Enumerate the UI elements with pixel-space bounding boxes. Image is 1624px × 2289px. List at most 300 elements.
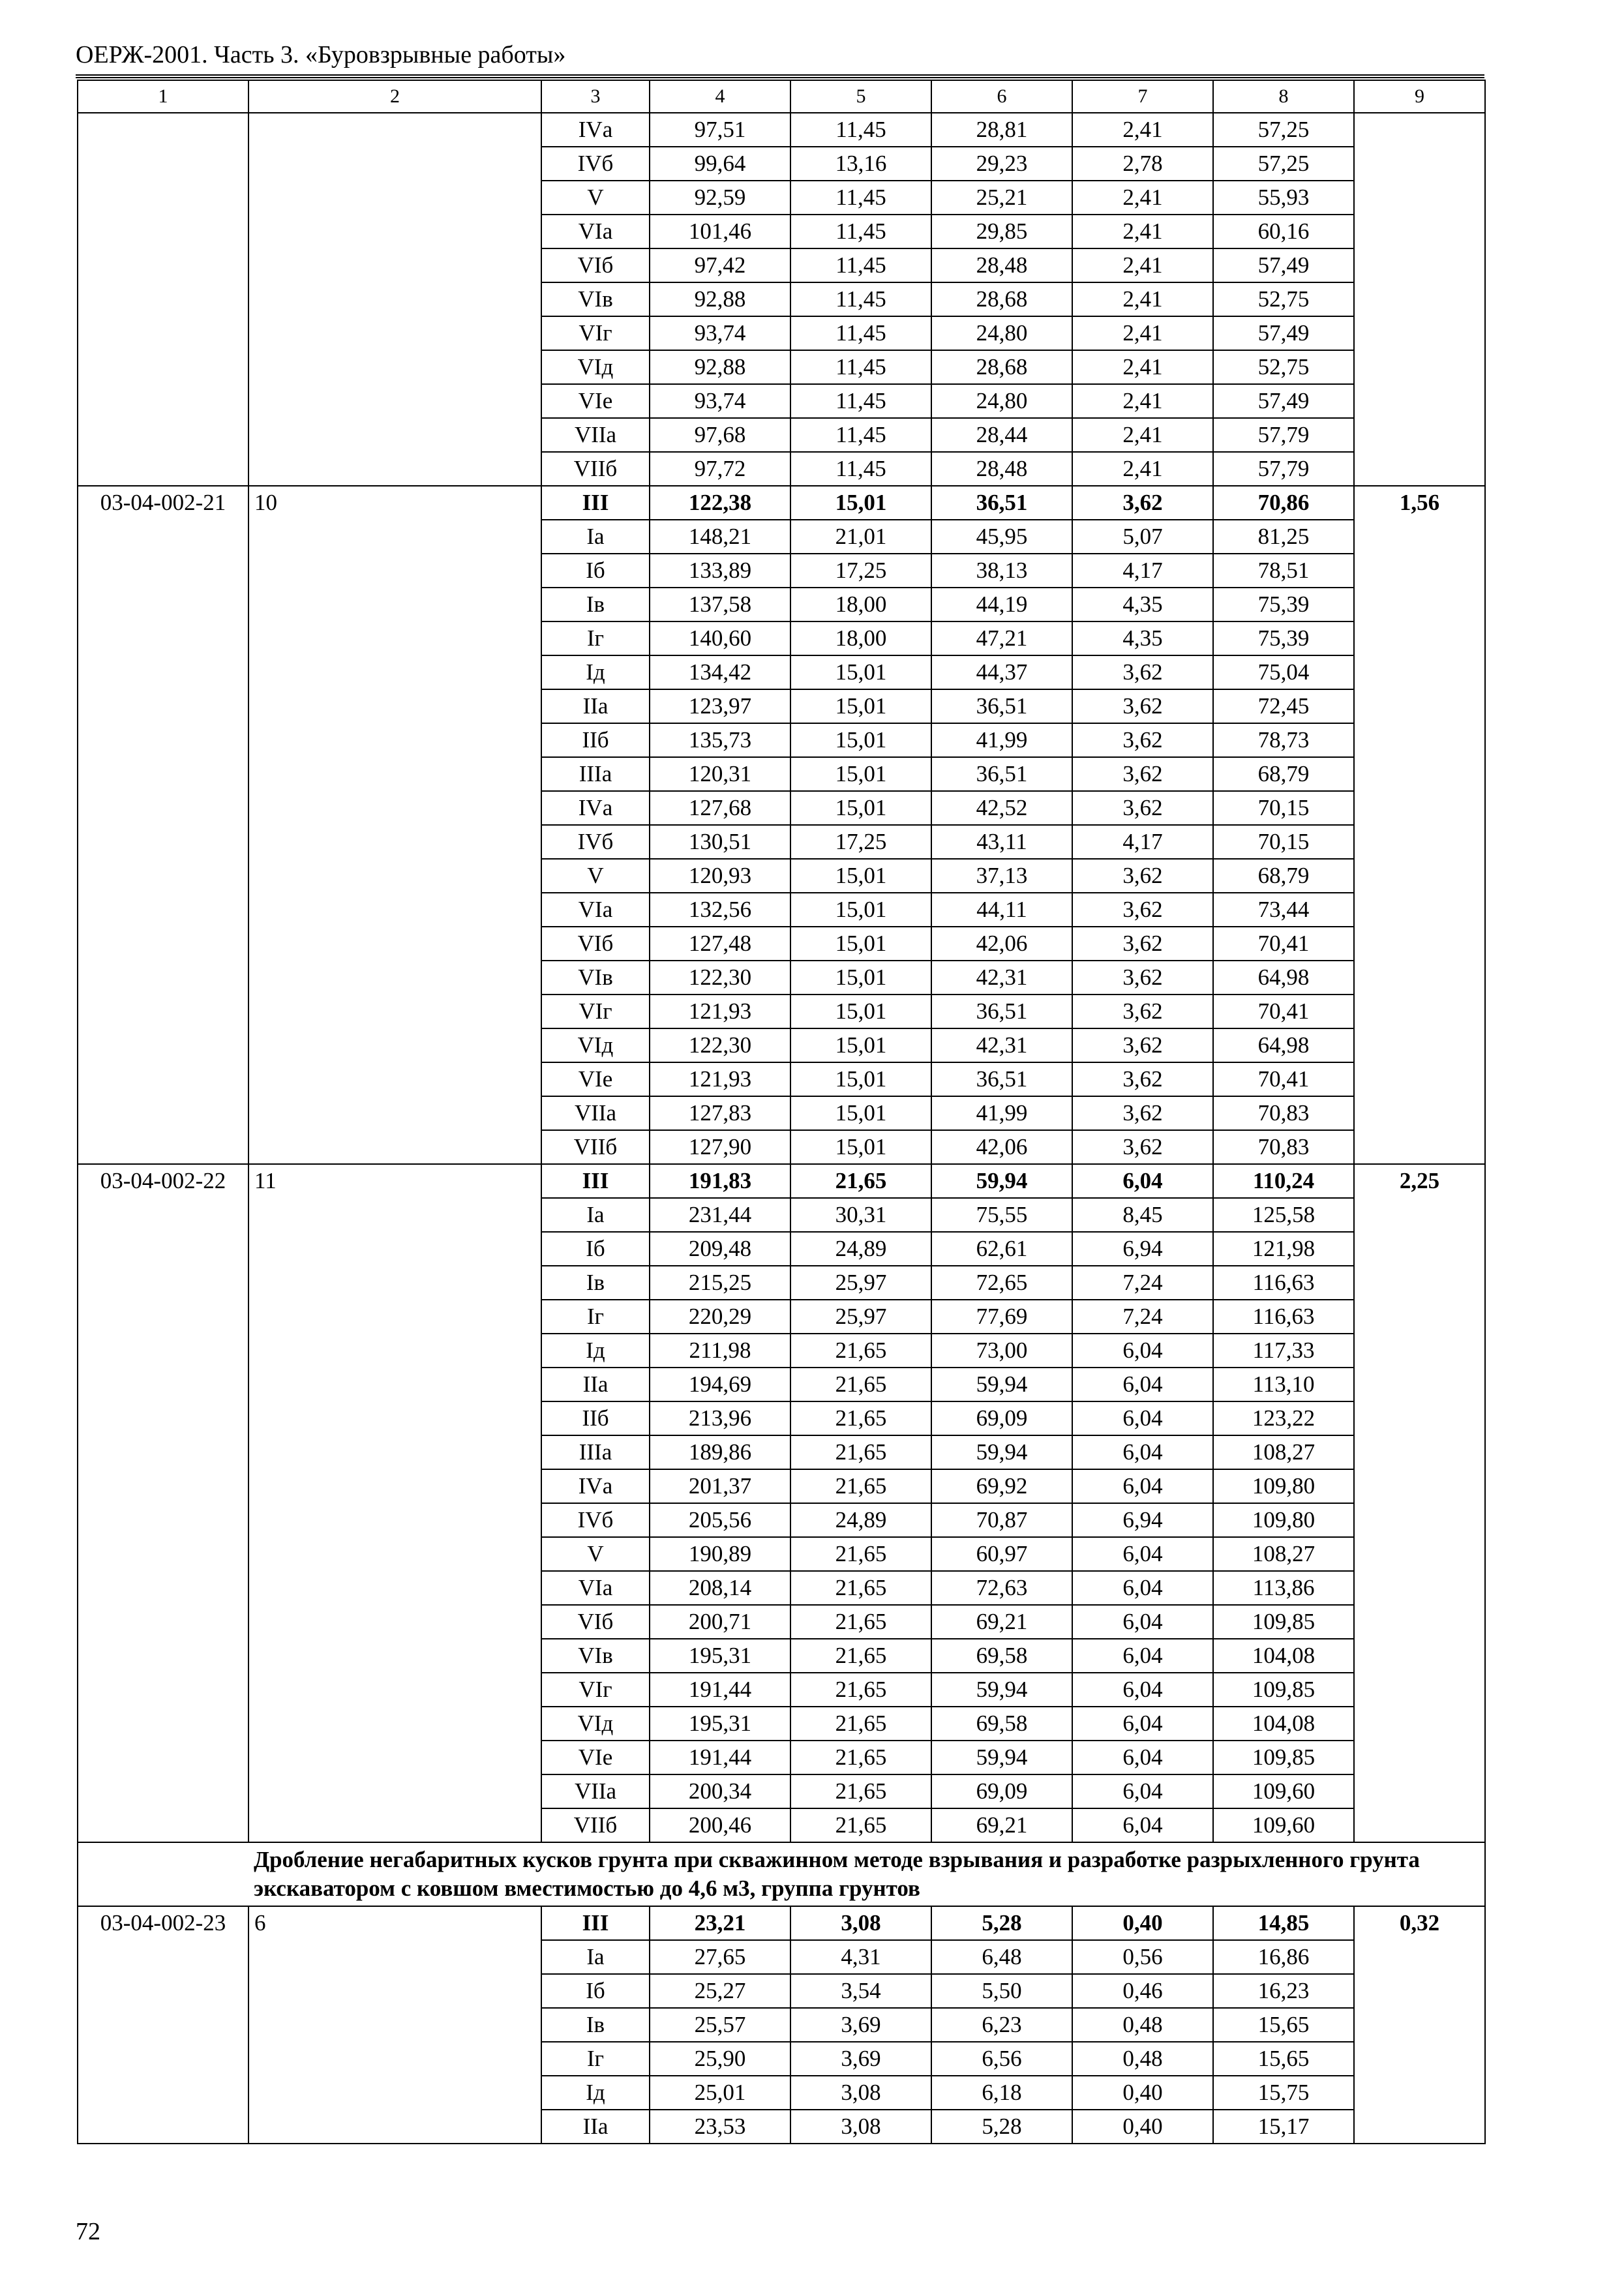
- value-col-5: 15,01: [790, 995, 931, 1028]
- value-col-7: 3,62: [1072, 655, 1213, 689]
- soil-group: Iб: [541, 554, 650, 588]
- value-col-6: 36,51: [931, 995, 1072, 1028]
- value-col-7: 2,41: [1072, 181, 1213, 215]
- value-col-5: 21,65: [790, 1808, 931, 1842]
- value-col-5: 15,01: [790, 927, 931, 961]
- value-col-8: 123,22: [1213, 1401, 1354, 1435]
- value-col-7: 6,04: [1072, 1673, 1213, 1707]
- value-col-7: 7,24: [1072, 1300, 1213, 1334]
- soil-group: VIе: [541, 1741, 650, 1774]
- value-col-4: 140,60: [650, 621, 790, 655]
- value-col-6: 59,94: [931, 1741, 1072, 1774]
- value-col-8: 121,98: [1213, 1232, 1354, 1266]
- value-col-4: 135,73: [650, 723, 790, 757]
- value-col-5: 21,65: [790, 1537, 931, 1571]
- soil-group: VIIб: [541, 1808, 650, 1842]
- value-col-7: 3,62: [1072, 893, 1213, 927]
- value-col-8: 113,10: [1213, 1368, 1354, 1401]
- value-col-4: 191,44: [650, 1673, 790, 1707]
- value-col-7: 2,41: [1072, 113, 1213, 147]
- soil-group: Iа: [541, 520, 650, 554]
- table-row: [78, 486, 1485, 520]
- value-col-7: 0,48: [1072, 2042, 1213, 2076]
- value-col-6: 73,00: [931, 1334, 1072, 1368]
- column-number: 3: [541, 80, 650, 113]
- value-col-4: 133,89: [650, 554, 790, 588]
- soil-group: IIа: [541, 2110, 650, 2144]
- value-col-8: 14,85: [1213, 1906, 1354, 1940]
- value-col-8: 57,49: [1213, 248, 1354, 282]
- value-col-4: 148,21: [650, 520, 790, 554]
- value-col-5: 21,65: [790, 1334, 931, 1368]
- value-col-8: 60,16: [1213, 215, 1354, 248]
- value-col-5: 15,01: [790, 757, 931, 791]
- value-col-6: 42,06: [931, 927, 1072, 961]
- soil-group: VIд: [541, 350, 650, 384]
- value-col-7: 3,62: [1072, 791, 1213, 825]
- value-col-8: 81,25: [1213, 520, 1354, 554]
- value-col-8: 70,83: [1213, 1096, 1354, 1130]
- value-col-4: 122,38: [650, 486, 790, 520]
- value-col-4: 190,89: [650, 1537, 790, 1571]
- soil-group: Iд: [541, 2076, 650, 2110]
- value-col-7: 2,41: [1072, 316, 1213, 350]
- value-col-5: 15,01: [790, 723, 931, 757]
- soil-group: Iа: [541, 1940, 650, 1974]
- soil-group: Iг: [541, 1300, 650, 1334]
- soil-group: VIб: [541, 927, 650, 961]
- value-col-8: 109,85: [1213, 1605, 1354, 1639]
- value-col-5: 3,08: [790, 2110, 931, 2144]
- value-col-8: 75,39: [1213, 588, 1354, 621]
- column-number: 6: [931, 80, 1072, 113]
- soil-group: V: [541, 859, 650, 893]
- value-col-5: 15,01: [790, 1130, 931, 1164]
- value-col-5: 11,45: [790, 181, 931, 215]
- value-col-5: 17,25: [790, 825, 931, 859]
- value-col-6: 24,80: [931, 316, 1072, 350]
- column-number: 9: [1354, 80, 1485, 113]
- value-col-5: 15,01: [790, 893, 931, 927]
- value-col-4: 127,68: [650, 791, 790, 825]
- value-col-8: 70,15: [1213, 791, 1354, 825]
- value-col-6: 28,48: [931, 248, 1072, 282]
- value-col-5: 21,65: [790, 1435, 931, 1469]
- value-col-4: 121,93: [650, 995, 790, 1028]
- value-col-8: 109,60: [1213, 1774, 1354, 1808]
- value-col-6: 42,31: [931, 961, 1072, 995]
- value-col-4: 205,56: [650, 1503, 790, 1537]
- value-col-5: 15,01: [790, 486, 931, 520]
- value-col-8: 116,63: [1213, 1300, 1354, 1334]
- soil-group: VIIа: [541, 418, 650, 452]
- coefficient: [1354, 113, 1485, 486]
- value-col-6: 42,06: [931, 1130, 1072, 1164]
- table-row: [78, 113, 1485, 147]
- value-col-5: 15,01: [790, 1028, 931, 1062]
- rate-code: [78, 113, 248, 486]
- value-col-4: 208,14: [650, 1571, 790, 1605]
- value-col-4: 137,58: [650, 588, 790, 621]
- value-col-7: 3,62: [1072, 1062, 1213, 1096]
- soil-group: VIг: [541, 995, 650, 1028]
- soil-group: IIIа: [541, 757, 650, 791]
- value-col-6: 29,23: [931, 147, 1072, 181]
- value-col-4: 25,27: [650, 1974, 790, 2008]
- value-col-5: 11,45: [790, 350, 931, 384]
- value-col-6: 41,99: [931, 723, 1072, 757]
- value-col-4: 127,90: [650, 1130, 790, 1164]
- value-col-7: 8,45: [1072, 1198, 1213, 1232]
- value-col-8: 70,41: [1213, 1062, 1354, 1096]
- value-col-7: 6,04: [1072, 1571, 1213, 1605]
- value-col-5: 24,89: [790, 1503, 931, 1537]
- value-col-4: 209,48: [650, 1232, 790, 1266]
- value-col-7: 3,62: [1072, 859, 1213, 893]
- rates-table: [77, 80, 1486, 2144]
- value-col-5: 11,45: [790, 418, 931, 452]
- value-col-7: 3,62: [1072, 1028, 1213, 1062]
- rate-code: 03-04-002-22: [78, 1164, 248, 1842]
- value-col-4: 211,98: [650, 1334, 790, 1368]
- value-col-7: 2,41: [1072, 350, 1213, 384]
- value-col-7: 6,04: [1072, 1808, 1213, 1842]
- value-col-5: 15,01: [790, 689, 931, 723]
- value-col-7: 2,41: [1072, 418, 1213, 452]
- value-col-6: 77,69: [931, 1300, 1072, 1334]
- value-col-5: 11,45: [790, 316, 931, 350]
- value-col-6: 59,94: [931, 1435, 1072, 1469]
- value-col-7: 3,62: [1072, 757, 1213, 791]
- value-col-4: 189,86: [650, 1435, 790, 1469]
- value-col-8: 117,33: [1213, 1334, 1354, 1368]
- value-col-5: 18,00: [790, 621, 931, 655]
- soil-group: VIа: [541, 215, 650, 248]
- value-col-4: 123,97: [650, 689, 790, 723]
- soil-group: VIг: [541, 1673, 650, 1707]
- value-col-8: 68,79: [1213, 757, 1354, 791]
- value-col-5: 21,65: [790, 1605, 931, 1639]
- value-col-6: 36,51: [931, 1062, 1072, 1096]
- value-col-6: 44,19: [931, 588, 1072, 621]
- value-col-6: 25,21: [931, 181, 1072, 215]
- column-number: 7: [1072, 80, 1213, 113]
- value-col-5: 18,00: [790, 588, 931, 621]
- value-col-4: 122,30: [650, 961, 790, 995]
- value-col-7: 6,04: [1072, 1537, 1213, 1571]
- value-col-8: 57,25: [1213, 113, 1354, 147]
- soil-group: Iв: [541, 2008, 650, 2042]
- rate-code: 03-04-002-21: [78, 486, 248, 1164]
- soil-group: VIIа: [541, 1774, 650, 1808]
- value-col-6: 28,44: [931, 418, 1072, 452]
- value-col-6: 6,18: [931, 2076, 1072, 2110]
- value-col-8: 109,85: [1213, 1741, 1354, 1774]
- value-col-7: 6,04: [1072, 1639, 1213, 1673]
- soil-group: IIб: [541, 723, 650, 757]
- value-col-8: 109,85: [1213, 1673, 1354, 1707]
- value-col-6: 69,58: [931, 1639, 1072, 1673]
- value-col-7: 6,04: [1072, 1707, 1213, 1741]
- value-col-7: 3,62: [1072, 1130, 1213, 1164]
- soil-group: Iг: [541, 2042, 650, 2076]
- value-col-8: 16,86: [1213, 1940, 1354, 1974]
- soil-group: VIе: [541, 1062, 650, 1096]
- value-col-8: 52,75: [1213, 282, 1354, 316]
- value-col-8: 109,80: [1213, 1503, 1354, 1537]
- value-col-8: 113,86: [1213, 1571, 1354, 1605]
- soil-group: IIIа: [541, 1435, 650, 1469]
- value-col-8: 116,63: [1213, 1266, 1354, 1300]
- value-col-8: 104,08: [1213, 1639, 1354, 1673]
- value-col-8: 64,98: [1213, 961, 1354, 995]
- value-col-6: 28,81: [931, 113, 1072, 147]
- value-col-6: 37,13: [931, 859, 1072, 893]
- value-col-7: 5,07: [1072, 520, 1213, 554]
- section-title: Дробление негабаритных кусков грунта при скважинном методе взрывания и разработке разрыхленного грунта экскаватором с ковшом вместимостью до 4,6 м3, группа грунтов: [248, 1842, 1485, 1906]
- soil-group: VIв: [541, 282, 650, 316]
- coefficient: 1,56: [1354, 486, 1485, 1164]
- value-col-4: 191,44: [650, 1741, 790, 1774]
- value-col-6: 69,92: [931, 1469, 1072, 1503]
- value-col-6: 44,11: [931, 893, 1072, 927]
- value-col-7: 6,94: [1072, 1503, 1213, 1537]
- soil-group: Iд: [541, 655, 650, 689]
- value-col-6: 5,50: [931, 1974, 1072, 2008]
- soil-group: VIа: [541, 1571, 650, 1605]
- value-col-7: 3,62: [1072, 995, 1213, 1028]
- soil-group: Iб: [541, 1974, 650, 2008]
- value-col-6: 6,23: [931, 2008, 1072, 2042]
- soil-group: VIг: [541, 316, 650, 350]
- value-col-5: 11,45: [790, 215, 931, 248]
- page-header-title: ОЕРЖ-2001. Часть 3. «Буровзрывные работы»: [76, 38, 1484, 78]
- value-col-6: 42,52: [931, 791, 1072, 825]
- value-col-6: 60,97: [931, 1537, 1072, 1571]
- value-col-4: 92,59: [650, 181, 790, 215]
- value-col-4: 92,88: [650, 350, 790, 384]
- soil-group: VIIб: [541, 452, 650, 486]
- soil-group: IVа: [541, 791, 650, 825]
- value-col-7: 6,04: [1072, 1368, 1213, 1401]
- value-col-7: 0,56: [1072, 1940, 1213, 1974]
- soil-group: VIд: [541, 1028, 650, 1062]
- value-col-4: 97,68: [650, 418, 790, 452]
- value-col-8: 110,24: [1213, 1164, 1354, 1198]
- rate-number: 11: [248, 1164, 541, 1842]
- value-col-4: 191,83: [650, 1164, 790, 1198]
- value-col-4: 201,37: [650, 1469, 790, 1503]
- value-col-6: 45,95: [931, 520, 1072, 554]
- value-col-6: 69,09: [931, 1401, 1072, 1435]
- value-col-8: 104,08: [1213, 1707, 1354, 1741]
- value-col-6: 38,13: [931, 554, 1072, 588]
- value-col-8: 70,41: [1213, 995, 1354, 1028]
- value-col-8: 15,65: [1213, 2042, 1354, 2076]
- value-col-6: 5,28: [931, 2110, 1072, 2144]
- value-col-7: 4,35: [1072, 621, 1213, 655]
- soil-group: III: [541, 1906, 650, 1940]
- rate-code: 03-04-002-23: [78, 1906, 248, 2144]
- value-col-7: 0,40: [1072, 2076, 1213, 2110]
- value-col-7: 6,04: [1072, 1605, 1213, 1639]
- value-col-6: 28,48: [931, 452, 1072, 486]
- value-col-4: 134,42: [650, 655, 790, 689]
- value-col-6: 36,51: [931, 486, 1072, 520]
- value-col-6: 72,63: [931, 1571, 1072, 1605]
- value-col-7: 6,94: [1072, 1232, 1213, 1266]
- value-col-5: 3,08: [790, 2076, 931, 2110]
- value-col-5: 15,01: [790, 859, 931, 893]
- value-col-4: 99,64: [650, 147, 790, 181]
- value-col-5: 21,65: [790, 1368, 931, 1401]
- value-col-7: 4,35: [1072, 588, 1213, 621]
- value-col-8: 57,79: [1213, 418, 1354, 452]
- value-col-6: 69,21: [931, 1605, 1072, 1639]
- value-col-6: 43,11: [931, 825, 1072, 859]
- value-col-5: 21,65: [790, 1673, 931, 1707]
- page-number: 72: [76, 2218, 100, 2245]
- value-col-4: 23,21: [650, 1906, 790, 1940]
- value-col-6: 42,31: [931, 1028, 1072, 1062]
- value-col-7: 6,04: [1072, 1741, 1213, 1774]
- value-col-7: 3,62: [1072, 927, 1213, 961]
- value-col-8: 70,15: [1213, 825, 1354, 859]
- soil-group: IIа: [541, 1368, 650, 1401]
- rate-number: 6: [248, 1906, 541, 2144]
- soil-group: VIIа: [541, 1096, 650, 1130]
- value-col-6: 36,51: [931, 689, 1072, 723]
- value-col-6: 62,61: [931, 1232, 1072, 1266]
- value-col-5: 30,31: [790, 1198, 931, 1232]
- value-col-7: 0,40: [1072, 1906, 1213, 1940]
- soil-group: Iв: [541, 1266, 650, 1300]
- value-col-6: 59,94: [931, 1673, 1072, 1707]
- value-col-5: 21,65: [790, 1774, 931, 1808]
- value-col-7: 6,04: [1072, 1334, 1213, 1368]
- soil-group: III: [541, 1164, 650, 1198]
- soil-group: VIIб: [541, 1130, 650, 1164]
- value-col-5: 15,01: [790, 1096, 931, 1130]
- soil-group: IVб: [541, 147, 650, 181]
- value-col-6: 59,94: [931, 1368, 1072, 1401]
- value-col-6: 28,68: [931, 350, 1072, 384]
- value-col-5: 25,97: [790, 1300, 931, 1334]
- value-col-6: 69,21: [931, 1808, 1072, 1842]
- value-col-4: 120,93: [650, 859, 790, 893]
- value-col-4: 127,83: [650, 1096, 790, 1130]
- value-col-7: 3,62: [1072, 723, 1213, 757]
- value-col-5: 15,01: [790, 655, 931, 689]
- soil-group: IVб: [541, 1503, 650, 1537]
- soil-group: V: [541, 1537, 650, 1571]
- column-number: 2: [248, 80, 541, 113]
- value-col-4: 195,31: [650, 1639, 790, 1673]
- value-col-8: 15,75: [1213, 2076, 1354, 2110]
- value-col-6: 6,56: [931, 2042, 1072, 2076]
- value-col-8: 15,65: [1213, 2008, 1354, 2042]
- value-col-7: 2,41: [1072, 452, 1213, 486]
- value-col-4: 101,46: [650, 215, 790, 248]
- value-col-7: 2,78: [1072, 147, 1213, 181]
- value-col-5: 21,65: [790, 1164, 931, 1198]
- column-number: 5: [790, 80, 931, 113]
- value-col-8: 73,44: [1213, 893, 1354, 927]
- value-col-4: 200,46: [650, 1808, 790, 1842]
- value-col-8: 68,79: [1213, 859, 1354, 893]
- value-col-4: 97,72: [650, 452, 790, 486]
- value-col-7: 6,04: [1072, 1164, 1213, 1198]
- value-col-4: 200,34: [650, 1774, 790, 1808]
- column-numbers-row: [78, 80, 1485, 113]
- soil-group: Iа: [541, 1198, 650, 1232]
- value-col-6: 72,65: [931, 1266, 1072, 1300]
- value-col-4: 200,71: [650, 1605, 790, 1639]
- value-col-4: 27,65: [650, 1940, 790, 1974]
- value-col-4: 195,31: [650, 1707, 790, 1741]
- value-col-5: 11,45: [790, 248, 931, 282]
- value-col-4: 92,88: [650, 282, 790, 316]
- value-col-7: 4,17: [1072, 825, 1213, 859]
- soil-group: Iд: [541, 1334, 650, 1368]
- value-col-8: 70,41: [1213, 927, 1354, 961]
- soil-group: VIб: [541, 1605, 650, 1639]
- column-number: 4: [650, 80, 790, 113]
- value-col-5: 11,45: [790, 282, 931, 316]
- value-col-5: 11,45: [790, 384, 931, 418]
- soil-group: V: [541, 181, 650, 215]
- soil-group: IVа: [541, 113, 650, 147]
- soil-group: VIв: [541, 961, 650, 995]
- value-col-5: 3,69: [790, 2042, 931, 2076]
- value-col-6: 47,21: [931, 621, 1072, 655]
- value-col-7: 2,41: [1072, 248, 1213, 282]
- value-col-5: 4,31: [790, 1940, 931, 1974]
- value-col-4: 97,42: [650, 248, 790, 282]
- value-col-6: 75,55: [931, 1198, 1072, 1232]
- value-col-7: 2,41: [1072, 282, 1213, 316]
- soil-group: Iв: [541, 588, 650, 621]
- value-col-5: 15,01: [790, 1062, 931, 1096]
- value-col-6: 5,28: [931, 1906, 1072, 1940]
- value-col-6: 41,99: [931, 1096, 1072, 1130]
- value-col-5: 21,01: [790, 520, 931, 554]
- value-col-7: 3,62: [1072, 961, 1213, 995]
- value-col-7: 6,04: [1072, 1401, 1213, 1435]
- soil-group: VIд: [541, 1707, 650, 1741]
- value-col-5: 11,45: [790, 113, 931, 147]
- value-col-8: 109,60: [1213, 1808, 1354, 1842]
- value-col-8: 57,79: [1213, 452, 1354, 486]
- soil-group: Iб: [541, 1232, 650, 1266]
- value-col-4: 127,48: [650, 927, 790, 961]
- value-col-7: 6,04: [1072, 1469, 1213, 1503]
- column-number: 8: [1213, 80, 1354, 113]
- value-col-7: 6,04: [1072, 1435, 1213, 1469]
- value-col-5: 3,08: [790, 1906, 931, 1940]
- value-col-7: 2,41: [1072, 384, 1213, 418]
- value-col-7: 0,48: [1072, 2008, 1213, 2042]
- soil-group: IVа: [541, 1469, 650, 1503]
- value-col-7: 6,04: [1072, 1774, 1213, 1808]
- value-col-4: 215,25: [650, 1266, 790, 1300]
- value-col-6: 36,51: [931, 757, 1072, 791]
- rate-number: [248, 113, 541, 486]
- value-col-4: 93,74: [650, 316, 790, 350]
- value-col-5: 21,65: [790, 1639, 931, 1673]
- value-col-8: 75,04: [1213, 655, 1354, 689]
- table-body: [78, 80, 1485, 2144]
